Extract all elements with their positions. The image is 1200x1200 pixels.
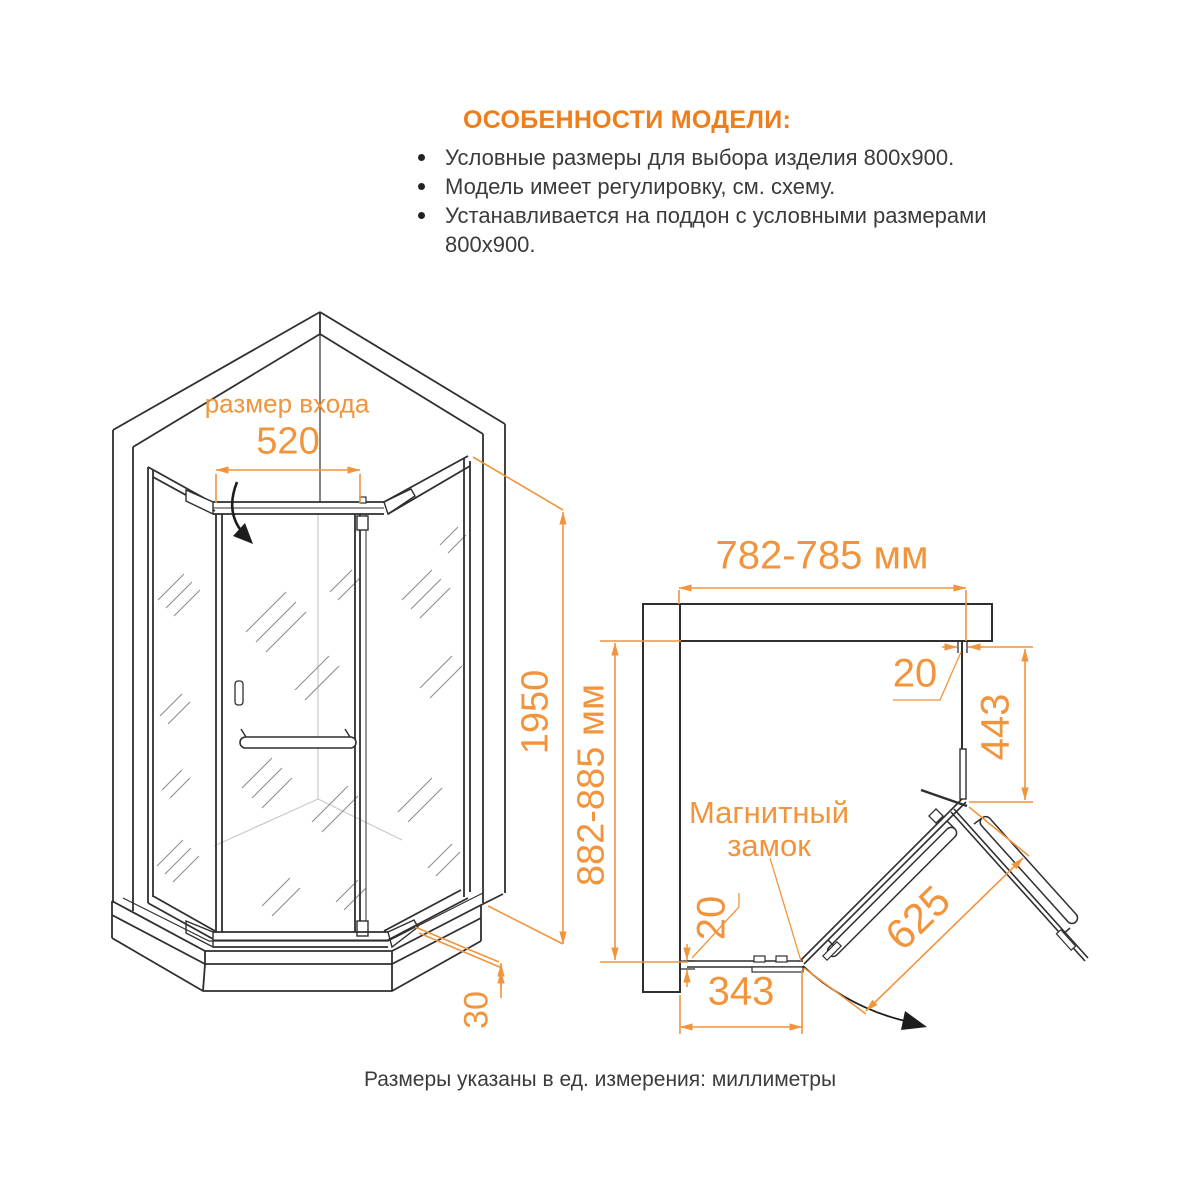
feature-text: Условные размеры для выбора изделия 800x900. [445, 145, 955, 170]
bullet-dot [418, 154, 425, 161]
dim-882-885-label: 882-885 мм [570, 683, 613, 887]
feature-item [418, 143, 1070, 172]
shower-cabin [148, 456, 470, 947]
door-knob-top [357, 516, 368, 530]
feature-text: Модель имеет регулировку, см. схему. [445, 174, 836, 199]
room-corner-through-glass [214, 513, 402, 846]
feature-item [418, 201, 1070, 259]
dim-782-785-label: 782-785 мм [715, 533, 929, 578]
dim-343-label: 343 [707, 969, 775, 1014]
bullet-dot [418, 183, 425, 190]
entrance-size-label: размер входа [204, 388, 370, 419]
features-list [418, 143, 1070, 259]
shower-tray [112, 893, 503, 991]
magnetic-lock-leader [770, 858, 801, 961]
dim-gap-bottom-label: 20 [689, 895, 734, 941]
feature-item [418, 172, 1070, 201]
dim-tray-30 [415, 927, 502, 998]
dim-520-label: 520 [256, 420, 320, 463]
dim-30-label: 30 [457, 991, 496, 1029]
wall-profile-clip [235, 681, 243, 705]
magnetic-lock-label [689, 796, 849, 862]
magnet-profile-right [960, 749, 966, 799]
dim-443-label: 443 [973, 693, 1018, 761]
magnetic-lock-line1: Магнитный [688, 795, 850, 830]
units-note: Размеры указаны в ед. измерения: миллиметры [363, 1068, 837, 1091]
dim-1950-label: 1950 [514, 669, 557, 755]
door-handle-bar [240, 737, 356, 748]
dim-gap-top-label: 20 [892, 651, 938, 696]
feature-text: Устанавливается на поддон с условными размерами 800x900. [445, 203, 987, 257]
magnetic-lock-line2: замок [727, 828, 811, 863]
bullet-dot [418, 212, 425, 219]
dim-625-label: 625 [876, 876, 960, 959]
top-view-drawing [595, 540, 1105, 1040]
door-handle-open [978, 814, 1080, 925]
door-hinge-pin [360, 497, 366, 503]
door-knob-bottom [357, 921, 368, 936]
door-swing-arc [803, 966, 927, 1030]
features-title: ОСОБЕННОСТИ МОДЕЛИ: [463, 106, 792, 134]
glass-hatching [157, 527, 466, 916]
dim-entrance-520 [216, 470, 360, 503]
door-swing-arrow [232, 482, 253, 544]
